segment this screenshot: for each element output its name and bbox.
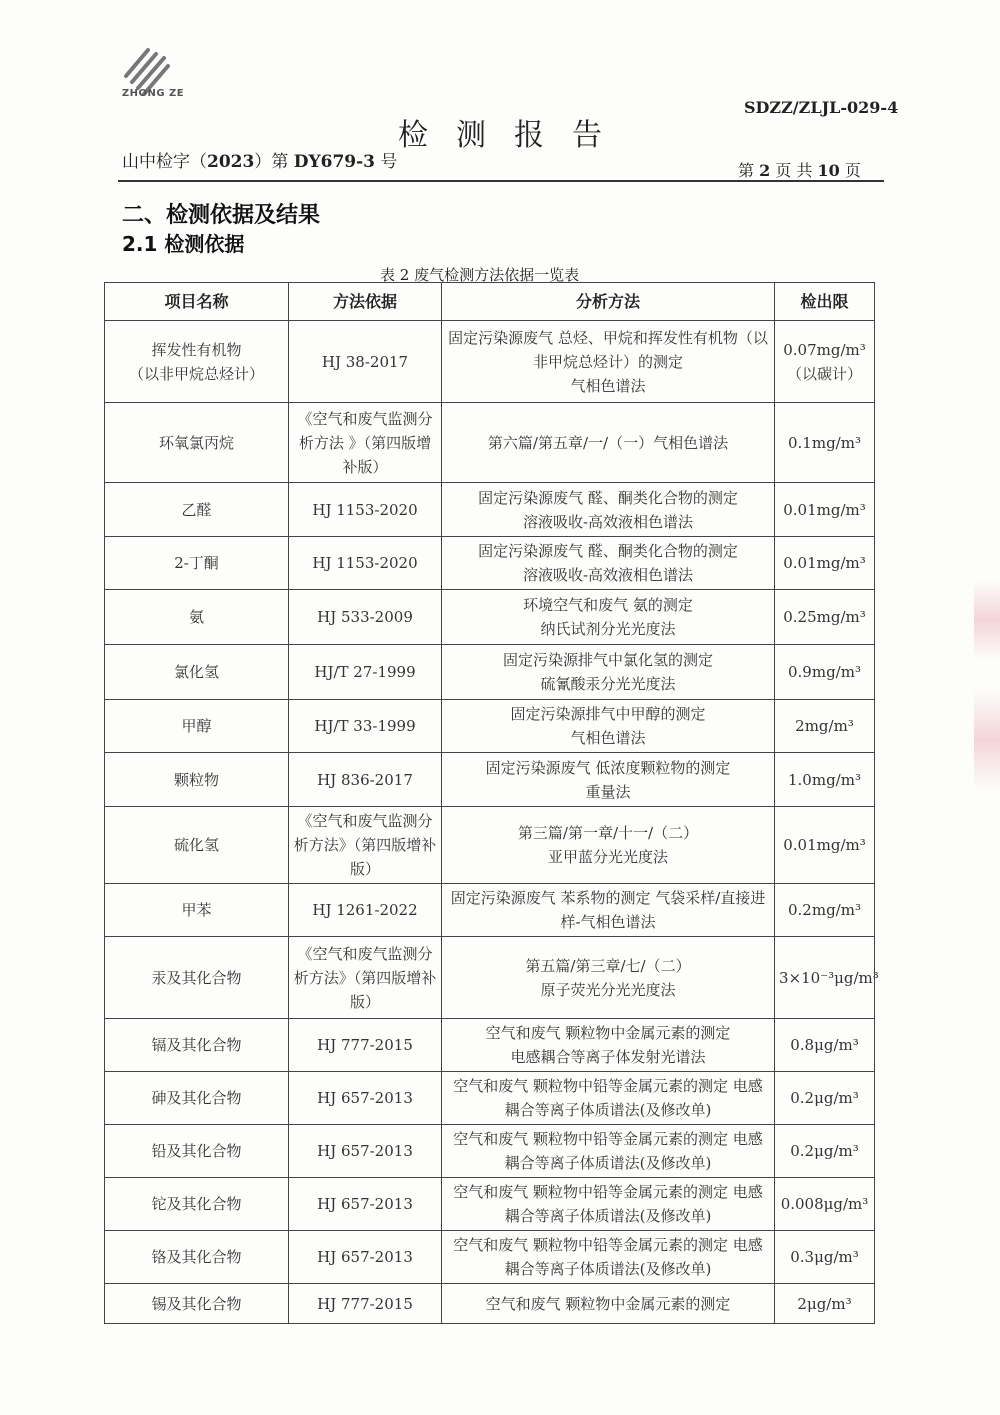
analysis-method-cell: 空气和废气 颗粒物中铅等金属元素的测定 电感耦合等离子体质谱法(及修改单) bbox=[442, 1178, 775, 1231]
item-name-cell: 镉及其化合物 bbox=[105, 1019, 289, 1072]
detection-limit-cell: 0.9mg/m³ bbox=[775, 645, 875, 700]
analysis-method-cell: 固定污染源废气 总烃、甲烷和挥发性有机物（以非甲烷总烃计）的测定 气相色谱法 bbox=[442, 321, 775, 403]
method-basis-cell: HJ/T 27-1999 bbox=[289, 645, 442, 700]
item-name-cell: 环氧氯丙烷 bbox=[105, 403, 289, 483]
analysis-method-cell: 空气和废气 颗粒物中金属元素的测定 电感耦合等离子体发射光谱法 bbox=[442, 1019, 775, 1072]
table-row bbox=[105, 807, 875, 884]
method-basis-cell: HJ 1261-2022 bbox=[289, 884, 442, 937]
table-row bbox=[105, 753, 875, 807]
header-divider bbox=[118, 180, 884, 182]
table-row bbox=[105, 884, 875, 937]
table-row bbox=[105, 1231, 875, 1284]
item-name-cell: 颗粒物 bbox=[105, 753, 289, 807]
methods-table bbox=[104, 282, 879, 1324]
table-row bbox=[105, 645, 875, 700]
detection-limit-cell: 3×10⁻³μg/m³ bbox=[775, 937, 875, 1019]
table-row bbox=[105, 403, 875, 483]
header-detection-limit: 检出限 bbox=[775, 283, 875, 321]
table-row bbox=[105, 1125, 875, 1178]
table-row bbox=[105, 937, 875, 1019]
analysis-method-cell: 固定污染源排气中氯化氢的测定 硫氰酸汞分光光度法 bbox=[442, 645, 775, 700]
detection-limit-cell: 1.0mg/m³ bbox=[775, 753, 875, 807]
seal-stamp-fragment bbox=[974, 690, 1000, 790]
detection-limit-cell: 0.01mg/m³ bbox=[775, 537, 875, 590]
analysis-method-cell: 固定污染源废气 醛、酮类化合物的测定 溶液吸收-高效液相色谱法 bbox=[442, 483, 775, 537]
document-code: SDZZ/ZLJL-029-4 bbox=[744, 98, 899, 117]
method-basis-cell: HJ 657-2013 bbox=[289, 1178, 442, 1231]
method-basis-cell: HJ 777-2015 bbox=[289, 1284, 442, 1324]
method-basis-cell: HJ/T 33-1999 bbox=[289, 700, 442, 753]
detection-limit-cell: 0.2mg/m³ bbox=[775, 884, 875, 937]
detection-limit-cell: 0.008μg/m³ bbox=[775, 1178, 875, 1231]
item-name-cell: 甲苯 bbox=[105, 884, 289, 937]
page-indicator: 第 2 页 共 10 页 bbox=[738, 161, 861, 180]
table-caption: 表 2 废气检测方法依据一览表 bbox=[380, 266, 580, 284]
method-basis-cell: 《空气和废气监测分析方法》（第四版增补版） bbox=[289, 807, 442, 884]
item-name-cell: 汞及其化合物 bbox=[105, 937, 289, 1019]
method-basis-cell: HJ 38-2017 bbox=[289, 321, 442, 403]
item-name-cell: 挥发性有机物 （以非甲烷总烃计） bbox=[105, 321, 289, 403]
item-name-cell: 铊及其化合物 bbox=[105, 1178, 289, 1231]
header-item-name: 项目名称 bbox=[105, 283, 289, 321]
detection-limit-cell: 2mg/m³ bbox=[775, 700, 875, 753]
analysis-method-cell: 空气和废气 颗粒物中金属元素的测定 bbox=[442, 1284, 775, 1324]
method-basis-cell: HJ 533-2009 bbox=[289, 590, 442, 645]
analysis-method-cell: 第三篇/第一章/十一/（二） 亚甲蓝分光光度法 bbox=[442, 807, 775, 884]
item-name-cell: 砷及其化合物 bbox=[105, 1072, 289, 1125]
detection-limit-cell: 0.2μg/m³ bbox=[775, 1072, 875, 1125]
subsection-title: 2.1 检测依据 bbox=[122, 232, 245, 256]
item-name-cell: 甲醇 bbox=[105, 700, 289, 753]
analysis-method-cell: 固定污染源废气 醛、酮类化合物的测定 溶液吸收-高效液相色谱法 bbox=[442, 537, 775, 590]
analysis-method-cell: 环境空气和废气 氨的测定 纳氏试剂分光光度法 bbox=[442, 590, 775, 645]
detection-limit-cell: 0.8μg/m³ bbox=[775, 1019, 875, 1072]
item-name-cell: 铬及其化合物 bbox=[105, 1231, 289, 1284]
seal-stamp-fragment bbox=[974, 580, 1000, 660]
analysis-method-cell: 固定污染源废气 低浓度颗粒物的测定 重量法 bbox=[442, 753, 775, 807]
table-row bbox=[105, 1178, 875, 1231]
method-basis-cell: 《空气和废气监测分析方法 》（第四版增补版） bbox=[289, 403, 442, 483]
item-name-cell: 硫化氢 bbox=[105, 807, 289, 884]
method-basis-cell: HJ 1153-2020 bbox=[289, 483, 442, 537]
table-row bbox=[105, 321, 875, 403]
method-basis-cell: HJ 1153-2020 bbox=[289, 537, 442, 590]
method-basis-cell: HJ 657-2013 bbox=[289, 1125, 442, 1178]
item-name-cell: 锡及其化合物 bbox=[105, 1284, 289, 1324]
item-name-cell: 2-丁酮 bbox=[105, 537, 289, 590]
detection-limit-cell: 0.1mg/m³ bbox=[775, 403, 875, 483]
table-row bbox=[105, 1284, 875, 1324]
item-name-cell: 氨 bbox=[105, 590, 289, 645]
table-row bbox=[105, 483, 875, 537]
detection-limit-cell: 0.01mg/m³ bbox=[775, 483, 875, 537]
item-name-cell: 铅及其化合物 bbox=[105, 1125, 289, 1178]
analysis-method-cell: 固定污染源排气中甲醇的测定 气相色谱法 bbox=[442, 700, 775, 753]
detection-limit-cell: 0.25mg/m³ bbox=[775, 590, 875, 645]
report-number: 山中检字（2023）第 DY679-3 号 bbox=[122, 152, 398, 172]
analysis-method-cell: 空气和废气 颗粒物中铅等金属元素的测定 电感耦合等离子体质谱法(及修改单) bbox=[442, 1125, 775, 1178]
method-basis-cell: HJ 657-2013 bbox=[289, 1231, 442, 1284]
item-name-cell: 乙醛 bbox=[105, 483, 289, 537]
detection-limit-cell: 2μg/m³ bbox=[775, 1284, 875, 1324]
analysis-method-cell: 空气和废气 颗粒物中铅等金属元素的测定 电感耦合等离子体质谱法(及修改单) bbox=[442, 1072, 775, 1125]
logo-text: ZHONG ZE bbox=[121, 88, 185, 99]
method-basis-cell: 《空气和废气监测分析方法》（第四版增补版） bbox=[289, 937, 442, 1019]
detection-limit-cell: 0.07mg/m³ （以碳计） bbox=[775, 321, 875, 403]
detection-limit-cell: 0.01mg/m³ bbox=[775, 807, 875, 884]
method-basis-cell: HJ 836-2017 bbox=[289, 753, 442, 807]
header-method-basis: 方法依据 bbox=[289, 283, 442, 321]
analysis-method-cell: 固定污染源废气 苯系物的测定 气袋采样/直接进样-气相色谱法 bbox=[442, 884, 775, 937]
table-row bbox=[105, 590, 875, 645]
detection-limit-cell: 0.3μg/m³ bbox=[775, 1231, 875, 1284]
table-row bbox=[105, 1019, 875, 1072]
analysis-method-cell: 第五篇/第三章/七/（二） 原子荧光分光光度法 bbox=[442, 937, 775, 1019]
method-basis-cell: HJ 777-2015 bbox=[289, 1019, 442, 1072]
section-title: 二、检测依据及结果 bbox=[122, 203, 321, 228]
table-row bbox=[105, 537, 875, 590]
table-header-row bbox=[105, 283, 875, 321]
method-basis-cell: HJ 657-2013 bbox=[289, 1072, 442, 1125]
item-name-cell: 氯化氢 bbox=[105, 645, 289, 700]
detection-limit-cell: 0.2μg/m³ bbox=[775, 1125, 875, 1178]
table-row bbox=[105, 1072, 875, 1125]
analysis-method-cell: 空气和废气 颗粒物中铅等金属元素的测定 电感耦合等离子体质谱法(及修改单) bbox=[442, 1231, 775, 1284]
table-row bbox=[105, 700, 875, 753]
report-title: 检测报告 bbox=[398, 118, 630, 153]
analysis-method-cell: 第六篇/第五章/一/（一）气相色谱法 bbox=[442, 403, 775, 483]
header-analysis-method: 分析方法 bbox=[442, 283, 775, 321]
